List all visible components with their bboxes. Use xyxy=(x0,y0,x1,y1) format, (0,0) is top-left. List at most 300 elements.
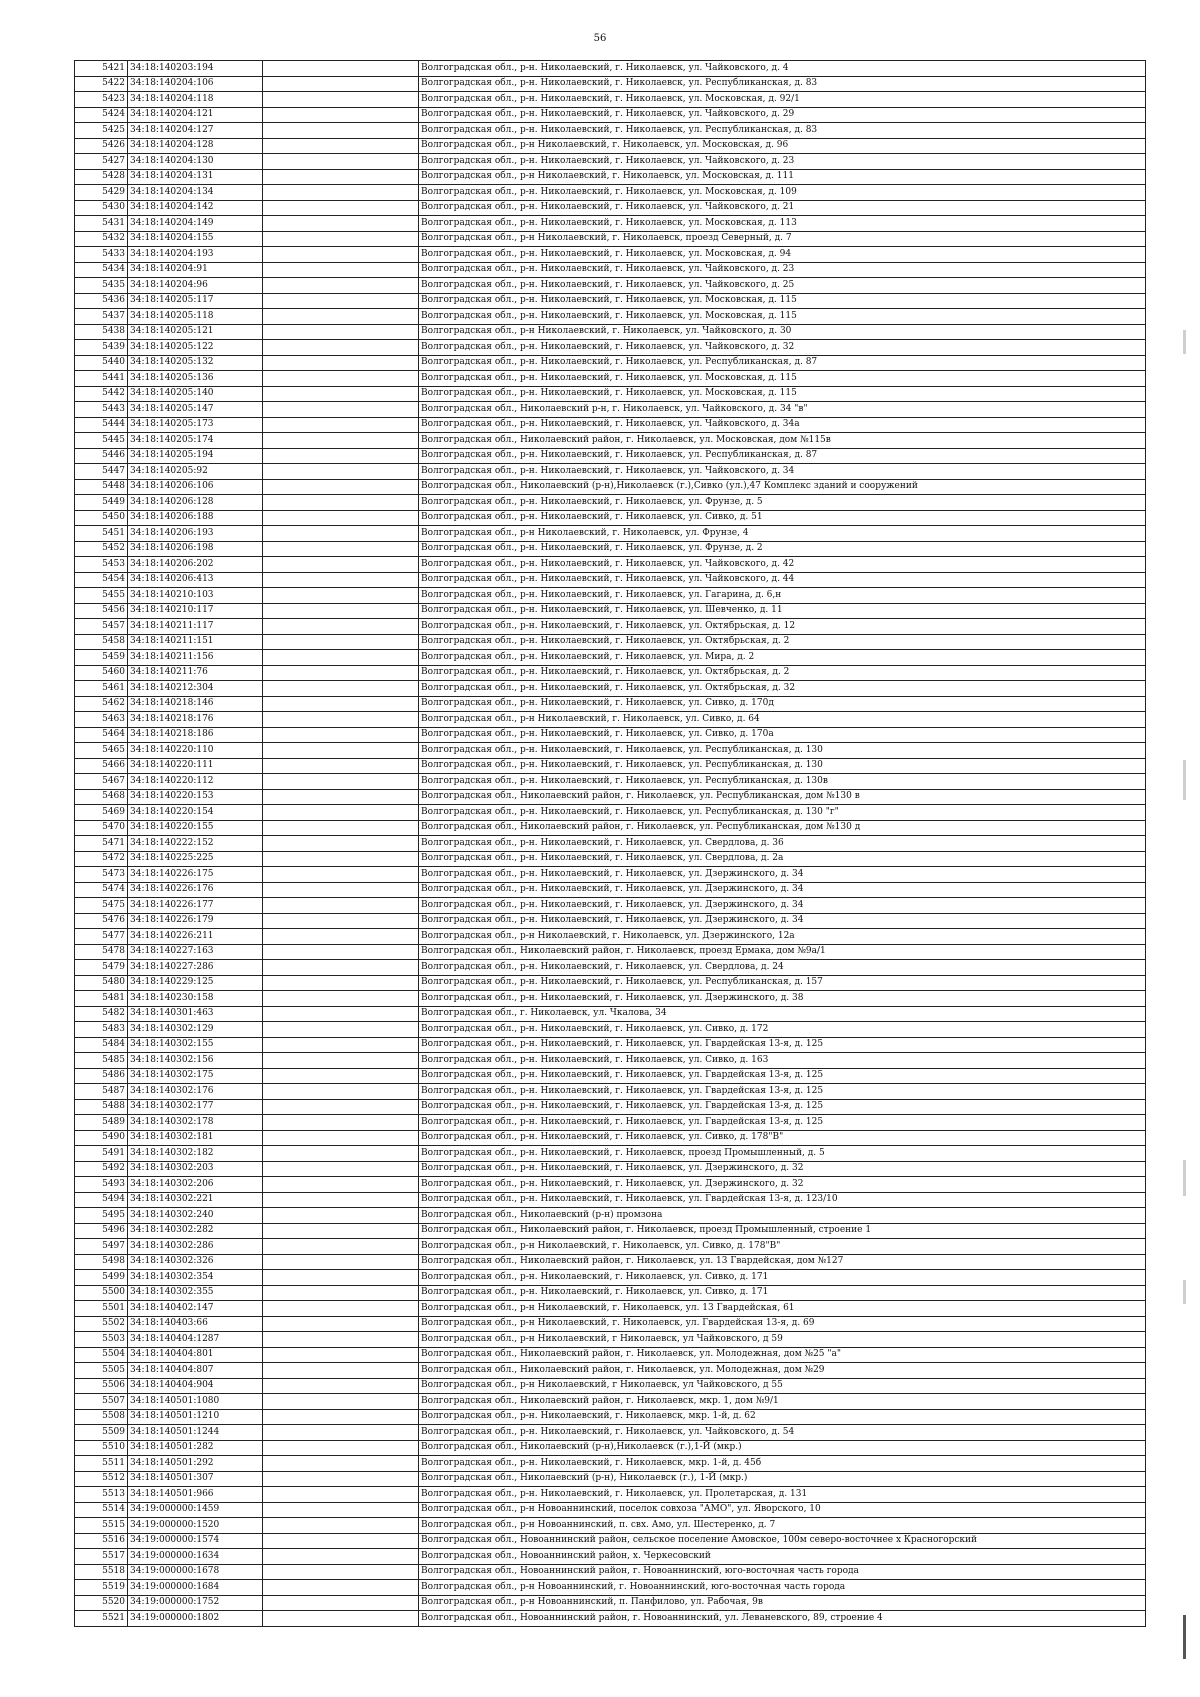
empty-cell xyxy=(263,293,419,309)
row-number-cell: 5494 xyxy=(75,1192,128,1208)
cadastral-number-cell: 34:18:140403:66 xyxy=(128,1316,263,1332)
address-cell: Волгоградская обл., Николаевский район, г. Николаевск, ул. Молодежная, дом №29 xyxy=(419,1363,1146,1379)
table-row xyxy=(75,1549,1146,1565)
row-number-cell: 5504 xyxy=(75,1347,128,1363)
table-row xyxy=(75,1254,1146,1270)
row-number-cell: 5473 xyxy=(75,867,128,883)
row-number-cell: 5502 xyxy=(75,1316,128,1332)
empty-cell xyxy=(263,185,419,201)
empty-cell xyxy=(263,526,419,542)
table-row xyxy=(75,1239,1146,1255)
address-cell: Волгоградская обл., р-н. Николаевский, г. Николаевск, ул. Шевченко, д. 11 xyxy=(419,603,1146,619)
empty-cell xyxy=(263,216,419,232)
table-row xyxy=(75,1208,1146,1224)
row-number-cell: 5436 xyxy=(75,293,128,309)
cadastral-number-cell: 34:18:140501:307 xyxy=(128,1471,263,1487)
cadastral-number-cell: 34:18:140204:134 xyxy=(128,185,263,201)
row-number-cell: 5475 xyxy=(75,898,128,914)
empty-cell xyxy=(263,1564,419,1580)
table-row xyxy=(75,169,1146,185)
row-number-cell: 5464 xyxy=(75,727,128,743)
table-row xyxy=(75,417,1146,433)
row-number-cell: 5467 xyxy=(75,774,128,790)
address-cell: Волгоградская обл., Николаевский (р-н),Николаевск (г.),1-Й (мкр.) xyxy=(419,1440,1146,1456)
table-row xyxy=(75,929,1146,945)
table-row xyxy=(75,1595,1146,1611)
address-cell: Волгоградская обл., р-н. Николаевский, г. Николаевск, ул. Сивко, д. 163 xyxy=(419,1053,1146,1069)
table-row xyxy=(75,200,1146,216)
address-cell: Волгоградская обл., р-н Николаевский, г. Николаевск, ул. Московская, д. 96 xyxy=(419,138,1146,154)
empty-cell xyxy=(263,1487,419,1503)
table-row xyxy=(75,619,1146,635)
empty-cell xyxy=(263,433,419,449)
table-row xyxy=(75,1378,1146,1394)
table-row xyxy=(75,448,1146,464)
row-number-cell: 5474 xyxy=(75,882,128,898)
cadastral-number-cell: 34:18:140226:211 xyxy=(128,929,263,945)
address-cell: Волгоградская обл., р-н. Николаевский, г. Николаевск, ул. Московская, д. 115 xyxy=(419,309,1146,325)
table-row xyxy=(75,1533,1146,1549)
address-cell: Волгоградская обл., Николаевский район, г. Николаевск, ул. Молодежная, дом №25 "а" xyxy=(419,1347,1146,1363)
address-cell: Волгоградская обл., р-н. Николаевский, г. Николаевск, ул. Гагарина, д. 6,н xyxy=(419,588,1146,604)
address-cell: Волгоградская обл., р-н. Николаевский, г. Николаевск, ул. Чайковского, д. 44 xyxy=(419,572,1146,588)
row-number-cell: 5422 xyxy=(75,76,128,92)
address-cell: Волгоградская обл., р-н Николаевский, г. Николаевск, ул. Гвардейская 13-я, д. 69 xyxy=(419,1316,1146,1332)
table-row xyxy=(75,727,1146,743)
empty-cell xyxy=(263,1378,419,1394)
address-cell: Волгоградская обл., р-н. Николаевский, г. Николаевск, ул. Дзержинского, д. 34 xyxy=(419,913,1146,929)
empty-cell xyxy=(263,76,419,92)
row-number-cell: 5460 xyxy=(75,665,128,681)
cadastral-number-cell: 34:18:140204:118 xyxy=(128,92,263,108)
empty-cell xyxy=(263,1146,419,1162)
table-row xyxy=(75,1223,1146,1239)
empty-cell xyxy=(263,1192,419,1208)
address-cell: Волгоградская обл., р-н. Николаевский, г. Николаевск, ул. Октябрьская, д. 2 xyxy=(419,634,1146,650)
table-row xyxy=(75,588,1146,604)
empty-cell xyxy=(263,479,419,495)
empty-cell xyxy=(263,1347,419,1363)
row-number-cell: 5496 xyxy=(75,1223,128,1239)
address-cell: Волгоградская обл., р-н Николаевский, г. Николаевск, ул. Дзержинского, 12а xyxy=(419,929,1146,945)
address-cell: Волгоградская обл., Николаевский район, г. Николаевск, проезд Промышленный, строение 1 xyxy=(419,1223,1146,1239)
empty-cell xyxy=(263,619,419,635)
empty-cell xyxy=(263,169,419,185)
address-cell: Волгоградская обл., Николаевский (р-н),Николаевск (г.),Сивко (ул.),47 Комплекс зданий и сооружений xyxy=(419,479,1146,495)
table-row xyxy=(75,1099,1146,1115)
address-cell: Волгоградская обл., р-н. Николаевский, г. Николаевск, ул. Сивко, д. 178"В" xyxy=(419,1130,1146,1146)
empty-cell xyxy=(263,1611,419,1627)
table-row xyxy=(75,402,1146,418)
cadastral-number-cell: 34:18:140226:177 xyxy=(128,898,263,914)
empty-cell xyxy=(263,1285,419,1301)
cadastral-number-cell: 34:18:140204:142 xyxy=(128,200,263,216)
table-row xyxy=(75,743,1146,759)
address-cell: Волгоградская обл., р-н. Николаевский, г. Николаевск, ул. Московская, д. 113 xyxy=(419,216,1146,232)
empty-cell xyxy=(263,588,419,604)
table-row xyxy=(75,340,1146,356)
empty-cell xyxy=(263,309,419,325)
row-number-cell: 5455 xyxy=(75,588,128,604)
row-number-cell: 5521 xyxy=(75,1611,128,1627)
address-cell: Волгоградская обл., р-н. Николаевский, г. Николаевск, ул. Республиканская, д. 130 "г" xyxy=(419,805,1146,821)
row-number-cell: 5499 xyxy=(75,1270,128,1286)
table-row xyxy=(75,1332,1146,1348)
row-number-cell: 5453 xyxy=(75,557,128,573)
row-number-cell: 5426 xyxy=(75,138,128,154)
table-row xyxy=(75,882,1146,898)
address-cell: Волгоградская обл., р-н. Николаевский, г. Николаевск, ул. Сивко, д. 51 xyxy=(419,510,1146,526)
row-number-cell: 5444 xyxy=(75,417,128,433)
table-row xyxy=(75,1611,1146,1627)
table-row xyxy=(75,665,1146,681)
cadastral-number-cell: 34:18:140302:182 xyxy=(128,1146,263,1162)
cadastral-number-cell: 34:18:140302:175 xyxy=(128,1068,263,1084)
row-number-cell: 5484 xyxy=(75,1037,128,1053)
row-number-cell: 5501 xyxy=(75,1301,128,1317)
row-number-cell: 5520 xyxy=(75,1595,128,1611)
empty-cell xyxy=(263,402,419,418)
cadastral-number-cell: 34:18:140204:91 xyxy=(128,262,263,278)
empty-cell xyxy=(263,1022,419,1038)
cadastral-number-cell: 34:18:140206:193 xyxy=(128,526,263,542)
cadastral-number-cell: 34:18:140301:463 xyxy=(128,1006,263,1022)
row-number-cell: 5449 xyxy=(75,495,128,511)
cadastral-number-cell: 34:18:140302:178 xyxy=(128,1115,263,1131)
cadastral-number-cell: 34:18:140302:203 xyxy=(128,1161,263,1177)
cadastral-number-cell: 34:18:140218:176 xyxy=(128,712,263,728)
table-row xyxy=(75,944,1146,960)
cadastral-number-cell: 34:19:000000:1678 xyxy=(128,1564,263,1580)
cadastral-number-cell: 34:18:140204:106 xyxy=(128,76,263,92)
cadastral-number-cell: 34:18:140211:151 xyxy=(128,634,263,650)
address-cell: Волгоградская обл., р-н. Николаевский, г. Николаевск, ул. Сивко, д. 171 xyxy=(419,1285,1146,1301)
empty-cell xyxy=(263,61,419,77)
table-row xyxy=(75,805,1146,821)
row-number-cell: 5477 xyxy=(75,929,128,945)
empty-cell xyxy=(263,278,419,294)
empty-cell xyxy=(263,650,419,666)
address-cell: Волгоградская обл., р-н. Николаевский, г. Николаевск, ул. Дзержинского, д. 32 xyxy=(419,1161,1146,1177)
table-row xyxy=(75,820,1146,836)
address-cell: Волгоградская обл., р-н Николаевский, г. Николаевск, ул. Фрунзе, 4 xyxy=(419,526,1146,542)
address-cell: Волгоградская обл., г. Николаевск, ул. Чкалова, 34 xyxy=(419,1006,1146,1022)
cadastral-number-cell: 34:18:140205:147 xyxy=(128,402,263,418)
table-row xyxy=(75,262,1146,278)
row-number-cell: 5437 xyxy=(75,309,128,325)
row-number-cell: 5514 xyxy=(75,1502,128,1518)
address-cell: Волгоградская обл., р-н. Николаевский, г. Николаевск, ул. Свердлова, д. 2а xyxy=(419,851,1146,867)
table-row xyxy=(75,1161,1146,1177)
address-cell: Волгоградская обл., р-н Николаевский, г Николаевск, ул Чайковского, д 55 xyxy=(419,1378,1146,1394)
empty-cell xyxy=(263,1053,419,1069)
row-number-cell: 5456 xyxy=(75,603,128,619)
cadastral-number-cell: 34:18:140204:121 xyxy=(128,107,263,123)
address-cell: Волгоградская обл., Николаевский район, г. Николаевск, мкр. 1, дом №9/1 xyxy=(419,1394,1146,1410)
address-cell: Волгоградская обл., р-н. Николаевский, г. Николаевск, ул. Дзержинского, д. 38 xyxy=(419,991,1146,1007)
row-number-cell: 5483 xyxy=(75,1022,128,1038)
address-cell: Волгоградская обл., р-н. Николаевский, г. Николаевск, ул. Сивко, д. 170д xyxy=(419,696,1146,712)
empty-cell xyxy=(263,464,419,480)
address-cell: Волгоградская обл., р-н. Николаевский, г. Николаевск, ул. Гвардейская 13-я, д. 125 xyxy=(419,1037,1146,1053)
empty-cell xyxy=(263,510,419,526)
cadastral-number-cell: 34:18:140501:282 xyxy=(128,1440,263,1456)
cadastral-number-cell: 34:18:140205:121 xyxy=(128,324,263,340)
table-row xyxy=(75,975,1146,991)
row-number-cell: 5488 xyxy=(75,1099,128,1115)
cadastral-number-cell: 34:18:140211:156 xyxy=(128,650,263,666)
empty-cell xyxy=(263,107,419,123)
cadastral-number-cell: 34:18:140501:1244 xyxy=(128,1425,263,1441)
empty-cell xyxy=(263,1533,419,1549)
empty-cell xyxy=(263,929,419,945)
row-number-cell: 5470 xyxy=(75,820,128,836)
empty-cell xyxy=(263,324,419,340)
empty-cell xyxy=(263,1099,419,1115)
empty-cell xyxy=(263,1518,419,1534)
address-cell: Волгоградская обл., р-н Новоаннинский, поселок совхоза "АМО", ул. Яворского, 10 xyxy=(419,1502,1146,1518)
address-cell: Волгоградская обл., р-н. Николаевский, г. Николаевск, ул. Московская, д. 92/1 xyxy=(419,92,1146,108)
cadastral-number-cell: 34:18:140302:155 xyxy=(128,1037,263,1053)
cadastral-number-cell: 34:18:140501:292 xyxy=(128,1456,263,1472)
row-number-cell: 5448 xyxy=(75,479,128,495)
address-cell: Волгоградская обл., р-н. Николаевский, г. Николаевск, ул. Октябрьская, д. 12 xyxy=(419,619,1146,635)
row-number-cell: 5424 xyxy=(75,107,128,123)
address-cell: Волгоградская обл., р-н. Николаевский, г. Николаевск, ул. Республиканская, д. 83 xyxy=(419,76,1146,92)
cadastral-number-cell: 34:18:140203:194 xyxy=(128,61,263,77)
table-row xyxy=(75,1146,1146,1162)
empty-cell xyxy=(263,355,419,371)
table-row xyxy=(75,1363,1146,1379)
empty-cell xyxy=(263,774,419,790)
address-cell: Волгоградская обл., р-н. Николаевский, г. Николаевск, ул. Свердлова, д. 36 xyxy=(419,836,1146,852)
empty-cell xyxy=(263,262,419,278)
row-number-cell: 5439 xyxy=(75,340,128,356)
table-row xyxy=(75,293,1146,309)
row-number-cell: 5463 xyxy=(75,712,128,728)
empty-cell xyxy=(263,231,419,247)
cadastral-number-cell: 34:19:000000:1634 xyxy=(128,1549,263,1565)
table-row xyxy=(75,1316,1146,1332)
row-number-cell: 5435 xyxy=(75,278,128,294)
registry-body xyxy=(75,61,1146,1627)
row-number-cell: 5425 xyxy=(75,123,128,139)
empty-cell xyxy=(263,1363,419,1379)
cadastral-number-cell: 34:18:140205:132 xyxy=(128,355,263,371)
table-row xyxy=(75,1022,1146,1038)
row-number-cell: 5457 xyxy=(75,619,128,635)
row-number-cell: 5427 xyxy=(75,154,128,170)
row-number-cell: 5506 xyxy=(75,1378,128,1394)
cadastral-number-cell: 34:18:140220:154 xyxy=(128,805,263,821)
cadastral-number-cell: 34:18:140220:155 xyxy=(128,820,263,836)
empty-cell xyxy=(263,681,419,697)
table-row xyxy=(75,1471,1146,1487)
address-cell: Волгоградская обл., р-н. Николаевский, г. Николаевск, мкр. 1-й, д. 45б xyxy=(419,1456,1146,1472)
row-number-cell: 5510 xyxy=(75,1440,128,1456)
empty-cell xyxy=(263,1006,419,1022)
row-number-cell: 5497 xyxy=(75,1239,128,1255)
cadastral-number-cell: 34:18:140501:1080 xyxy=(128,1394,263,1410)
address-cell: Волгоградская обл., р-н. Николаевский, г. Николаевск, ул. Республиканская, д. 83 xyxy=(419,123,1146,139)
address-cell: Волгоградская обл., р-н Николаевский, г. Николаевск, проезд Северный, д. 7 xyxy=(419,231,1146,247)
cadastral-number-cell: 34:18:140210:103 xyxy=(128,588,263,604)
cadastral-number-cell: 34:19:000000:1574 xyxy=(128,1533,263,1549)
cadastral-number-cell: 34:18:140204:131 xyxy=(128,169,263,185)
address-cell: Волгоградская обл., Николаевский район, г. Николаевск, ул. Московская, дом №115в xyxy=(419,433,1146,449)
table-row xyxy=(75,138,1146,154)
address-cell: Волгоградская обл., р-н. Николаевский, г. Николаевск, ул. Чайковского, д. 32 xyxy=(419,340,1146,356)
row-number-cell: 5446 xyxy=(75,448,128,464)
table-row xyxy=(75,1285,1146,1301)
cadastral-number-cell: 34:18:140302:156 xyxy=(128,1053,263,1069)
table-row xyxy=(75,696,1146,712)
cadastral-number-cell: 34:18:140205:118 xyxy=(128,309,263,325)
empty-cell xyxy=(263,1316,419,1332)
cadastral-number-cell: 34:18:140404:801 xyxy=(128,1347,263,1363)
cadastral-number-cell: 34:19:000000:1520 xyxy=(128,1518,263,1534)
table-row xyxy=(75,774,1146,790)
row-number-cell: 5517 xyxy=(75,1549,128,1565)
table-row xyxy=(75,107,1146,123)
empty-cell xyxy=(263,1502,419,1518)
table-row xyxy=(75,1006,1146,1022)
empty-cell xyxy=(263,991,419,1007)
cadastral-number-cell: 34:18:140218:146 xyxy=(128,696,263,712)
cadastral-number-cell: 34:18:140205:117 xyxy=(128,293,263,309)
address-cell: Волгоградская обл., р-н Новоаннинский, п. Панфилово, ул. Рабочая, 9в xyxy=(419,1595,1146,1611)
address-cell: Волгоградская обл., р-н. Николаевский, г. Николаевск, ул. Сивко, д. 172 xyxy=(419,1022,1146,1038)
table-row xyxy=(75,479,1146,495)
empty-cell xyxy=(263,634,419,650)
cadastral-number-cell: 34:18:140205:174 xyxy=(128,433,263,449)
table-row xyxy=(75,1301,1146,1317)
scan-mark xyxy=(1183,1615,1186,1659)
empty-cell xyxy=(263,975,419,991)
table-row xyxy=(75,1053,1146,1069)
table-row xyxy=(75,1394,1146,1410)
row-number-cell: 5428 xyxy=(75,169,128,185)
table-row xyxy=(75,1409,1146,1425)
empty-cell xyxy=(263,417,419,433)
cadastral-number-cell: 34:18:140206:202 xyxy=(128,557,263,573)
row-number-cell: 5458 xyxy=(75,634,128,650)
table-row xyxy=(75,1564,1146,1580)
address-cell: Волгоградская обл., Николаевский р-н, г. Николаевск, ул. Чайковского, д. 34 "в" xyxy=(419,402,1146,418)
address-cell: Волгоградская обл., р-н. Николаевский, г. Николаевск, ул. Свердлова, д. 24 xyxy=(419,960,1146,976)
empty-cell xyxy=(263,898,419,914)
cadastral-number-cell: 34:18:140210:117 xyxy=(128,603,263,619)
row-number-cell: 5440 xyxy=(75,355,128,371)
row-number-cell: 5491 xyxy=(75,1146,128,1162)
table-row xyxy=(75,247,1146,263)
cadastral-number-cell: 34:18:140302:177 xyxy=(128,1099,263,1115)
empty-cell xyxy=(263,743,419,759)
cadastral-number-cell: 34:18:140404:904 xyxy=(128,1378,263,1394)
address-cell: Волгоградская обл., р-н. Николаевский, г. Николаевск, ул. Дзержинского, д. 34 xyxy=(419,867,1146,883)
address-cell: Волгоградская обл., р-н. Николаевский, г. Николаевск, ул. Чайковского, д. 42 xyxy=(419,557,1146,573)
address-cell: Волгоградская обл., р-н. Николаевский, г. Николаевск, ул. Октябрьская, д. 2 xyxy=(419,665,1146,681)
cadastral-number-cell: 34:18:140211:76 xyxy=(128,665,263,681)
cadastral-number-cell: 34:18:140205:92 xyxy=(128,464,263,480)
empty-cell xyxy=(263,138,419,154)
address-cell: Волгоградская обл., р-н. Николаевский, г. Николаевск, ул. Гвардейская 13-я, д. 125 xyxy=(419,1115,1146,1131)
address-cell: Волгоградская обл., р-н Николаевский, г. Николаевск, ул. 13 Гвардейская, 61 xyxy=(419,1301,1146,1317)
table-row xyxy=(75,1502,1146,1518)
address-cell: Волгоградская обл., Новоаннинский район, г. Новоаннинский, ул. Леваневского, 89, строение 4 xyxy=(419,1611,1146,1627)
cadastral-number-cell: 34:18:140402:147 xyxy=(128,1301,263,1317)
page-number: 56 xyxy=(593,33,607,44)
empty-cell xyxy=(263,200,419,216)
address-cell: Волгоградская обл., р-н. Николаевский, г. Николаевск, ул. Гвардейская 13-я, д. 125 xyxy=(419,1099,1146,1115)
row-number-cell: 5480 xyxy=(75,975,128,991)
address-cell: Волгоградская обл., р-н. Николаевский, г. Николаевск, ул. Чайковского, д. 23 xyxy=(419,154,1146,170)
table-row xyxy=(75,1347,1146,1363)
row-number-cell: 5433 xyxy=(75,247,128,263)
cadastral-number-cell: 34:18:140302:206 xyxy=(128,1177,263,1193)
cadastral-number-cell: 34:18:140302:326 xyxy=(128,1254,263,1270)
row-number-cell: 5508 xyxy=(75,1409,128,1425)
empty-cell xyxy=(263,727,419,743)
table-row xyxy=(75,1177,1146,1193)
row-number-cell: 5519 xyxy=(75,1580,128,1596)
table-row xyxy=(75,1518,1146,1534)
cadastral-number-cell: 34:18:140204:96 xyxy=(128,278,263,294)
row-number-cell: 5466 xyxy=(75,758,128,774)
table-row xyxy=(75,898,1146,914)
empty-cell xyxy=(263,1409,419,1425)
row-number-cell: 5503 xyxy=(75,1332,128,1348)
empty-cell xyxy=(263,1440,419,1456)
empty-cell xyxy=(263,603,419,619)
table-row xyxy=(75,650,1146,666)
empty-cell xyxy=(263,836,419,852)
row-number-cell: 5459 xyxy=(75,650,128,666)
cadastral-number-cell: 34:18:140227:163 xyxy=(128,944,263,960)
table-row xyxy=(75,634,1146,650)
address-cell: Волгоградская обл., р-н Николаевский, г. Николаевск, ул. Сивко, д. 178"В" xyxy=(419,1239,1146,1255)
empty-cell xyxy=(263,1239,419,1255)
row-number-cell: 5495 xyxy=(75,1208,128,1224)
address-cell: Волгоградская обл., р-н. Николаевский, г. Николаевск, ул. Гвардейская 13-я, д. 123/10 xyxy=(419,1192,1146,1208)
row-number-cell: 5505 xyxy=(75,1363,128,1379)
table-row xyxy=(75,510,1146,526)
table-row xyxy=(75,681,1146,697)
empty-cell xyxy=(263,572,419,588)
row-number-cell: 5434 xyxy=(75,262,128,278)
cadastral-number-cell: 34:18:140206:198 xyxy=(128,541,263,557)
empty-cell xyxy=(263,1595,419,1611)
row-number-cell: 5452 xyxy=(75,541,128,557)
cadastral-number-cell: 34:18:140206:128 xyxy=(128,495,263,511)
table-row xyxy=(75,92,1146,108)
empty-cell xyxy=(263,944,419,960)
empty-cell xyxy=(263,340,419,356)
row-number-cell: 5507 xyxy=(75,1394,128,1410)
address-cell: Волгоградская обл., р-н. Николаевский, г. Николаевск, ул. Чайковского, д. 21 xyxy=(419,200,1146,216)
cadastral-number-cell: 34:18:140404:807 xyxy=(128,1363,263,1379)
empty-cell xyxy=(263,448,419,464)
empty-cell xyxy=(263,1425,419,1441)
address-cell: Волгоградская обл., р-н. Николаевский, г. Николаевск, ул. Московская, д. 115 xyxy=(419,386,1146,402)
row-number-cell: 5472 xyxy=(75,851,128,867)
row-number-cell: 5516 xyxy=(75,1533,128,1549)
empty-cell xyxy=(263,1037,419,1053)
row-number-cell: 5462 xyxy=(75,696,128,712)
row-number-cell: 5513 xyxy=(75,1487,128,1503)
table-row xyxy=(75,526,1146,542)
empty-cell xyxy=(263,1084,419,1100)
